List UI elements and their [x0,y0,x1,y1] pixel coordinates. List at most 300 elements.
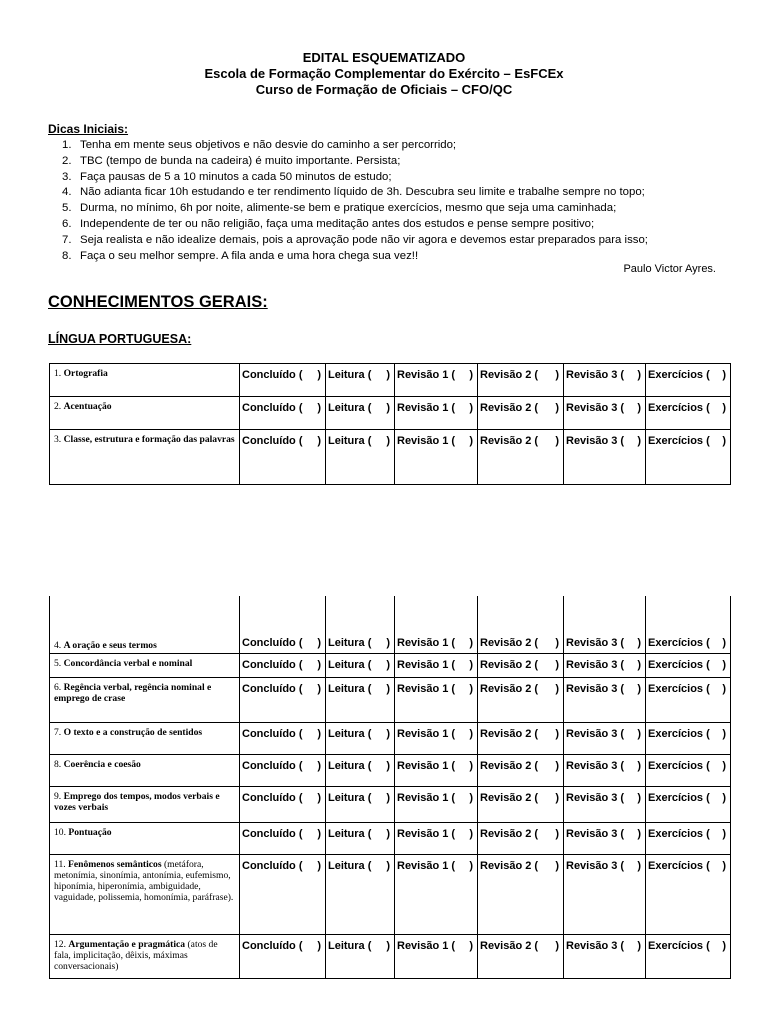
status-checkbox-cell[interactable] [478,397,564,430]
status-close-paren: ) [637,636,641,649]
status-label: Concluído ( [242,791,303,804]
status-close-paren: ) [386,827,390,840]
topic-number: 2. [54,401,64,412]
status-label: Leitura ( [328,369,372,381]
status-checkbox-cell[interactable] [478,854,564,934]
status-checkbox-cell[interactable] [395,934,478,978]
status-close-paren: ) [555,636,559,649]
status-close-paren: ) [722,939,726,952]
status-label: Revisão 3 ( [566,369,625,381]
status-label: Leitura ( [328,759,372,772]
status-checkbox-cell[interactable] [240,397,326,430]
status-checkbox-cell[interactable] [564,397,646,430]
status-close-paren: ) [555,369,559,381]
status-close-paren: ) [317,727,321,740]
status-checkbox-cell[interactable] [240,822,326,854]
tip-number: 8. [62,249,72,262]
status-label: Revisão 2 ( [480,791,539,804]
status-label: Revisão 3 ( [566,859,625,872]
tip-item [62,170,648,186]
status-checkbox-cell[interactable] [478,934,564,978]
topic-row [50,754,731,786]
status-checkbox-cell[interactable] [326,430,395,485]
status-checkbox-cell[interactable] [395,430,478,485]
status-close-paren: ) [386,939,390,952]
status-checkbox-cell[interactable] [646,677,731,722]
tip-item [62,154,648,170]
tip-text: Tenha em mente seus objetivos e não desvie do caminho a ser percorrido; [80,139,457,151]
status-checkbox-cell[interactable] [564,596,646,653]
status-label: Concluído ( [242,402,303,414]
status-label: Revisão 2 ( [480,727,539,740]
status-label: Revisão 2 ( [480,636,539,649]
topic-cell [50,722,240,754]
status-checkbox-cell[interactable] [478,677,564,722]
status-label: Leitura ( [328,636,372,649]
status-close-paren: ) [722,636,726,649]
status-label: Revisão 3 ( [566,682,625,695]
status-label: Revisão 2 ( [480,759,539,772]
status-checkbox-cell[interactable] [478,653,564,677]
status-label: Concluído ( [242,939,303,952]
tip-text: Faça o seu melhor sempre. A fila anda e uma hora chega sua vez!! [80,249,419,262]
status-label: Concluído ( [242,859,303,872]
status-checkbox-cell[interactable] [646,397,731,430]
status-label: Concluído ( [242,369,303,381]
topic-title: O texto e a construção de sentidos [63,726,203,738]
status-checkbox-cell[interactable] [478,754,564,786]
status-close-paren: ) [637,658,641,671]
status-label: Revisão 3 ( [566,636,625,649]
topic-row [50,653,731,677]
status-label: Revisão 2 ( [480,658,539,671]
status-close-paren: ) [386,859,390,872]
status-checkbox-cell[interactable] [478,722,564,754]
status-label: Exercícios ( [648,727,710,740]
status-label: Revisão 2 ( [480,939,539,952]
tip-item [62,201,648,217]
status-label: Revisão 1 ( [397,827,456,840]
status-close-paren: ) [469,435,473,447]
status-checkbox-cell[interactable] [395,754,478,786]
status-close-paren: ) [637,435,641,447]
status-checkbox-cell[interactable] [395,677,478,722]
document-header [0,50,768,98]
status-checkbox-cell[interactable] [326,754,395,786]
section-title: CONHECIMENTOS GERAIS: [48,293,268,311]
status-checkbox-cell[interactable] [395,786,478,822]
status-close-paren: ) [317,369,321,381]
status-close-paren: ) [722,759,726,772]
topic-cell [50,934,240,978]
status-checkbox-cell[interactable] [240,596,326,653]
status-close-paren: ) [469,939,473,952]
status-close-paren: ) [469,658,473,671]
topic-title: Regência verbal, regência nominal e emprego de crase [54,681,212,704]
status-close-paren: ) [637,682,641,695]
study-table-page1 [49,363,731,485]
status-label: Exercícios ( [648,759,710,772]
status-close-paren: ) [469,759,473,772]
status-close-paren: ) [555,791,559,804]
status-close-paren: ) [555,859,559,872]
status-checkbox-cell[interactable] [646,722,731,754]
status-close-paren: ) [722,435,726,447]
topic-cell [50,653,240,677]
status-label: Revisão 3 ( [566,402,625,414]
status-label: Leitura ( [328,859,372,872]
status-close-paren: ) [555,939,559,952]
status-checkbox-cell[interactable] [478,430,564,485]
status-checkbox-cell[interactable] [240,677,326,722]
tip-item [62,138,648,154]
status-label: Concluído ( [242,759,303,772]
status-label: Revisão 1 ( [397,791,456,804]
topic-title: Ortografia [63,368,108,379]
status-checkbox-cell[interactable] [395,596,478,653]
status-label: Revisão 3 ( [566,435,625,447]
status-label: Leitura ( [328,791,372,804]
topic-number: 10. [54,826,69,838]
status-checkbox-cell[interactable] [326,677,395,722]
tip-text: Não adianta ficar 10h estudando e ter rendimento líquido de 3h. Descubra seu limite e trabalhe sempre no topo; [80,186,645,199]
status-label: Revisão 3 ( [566,791,625,804]
status-close-paren: ) [555,402,559,414]
status-checkbox-cell[interactable] [646,754,731,786]
status-close-paren: ) [637,939,641,952]
status-checkbox-cell[interactable] [478,596,564,653]
tip-number: 2. [62,154,72,167]
topic-title: Classe, estrutura e formação das palavras [63,434,235,445]
subject-title: LÍNGUA PORTUGUESA: [48,332,192,346]
tip-number: 1. [62,139,72,151]
topic-cell [50,397,240,430]
status-close-paren: ) [386,727,390,740]
topic-row [50,722,731,754]
status-checkbox-cell[interactable] [240,722,326,754]
tip-number: 4. [62,186,72,199]
topic-number: 5. [54,657,64,669]
status-checkbox-cell[interactable] [240,364,326,397]
status-checkbox-cell[interactable] [240,854,326,934]
topic-cell [50,786,240,822]
status-label: Revisão 1 ( [397,727,456,740]
topic-cell [50,364,240,397]
status-checkbox-cell[interactable] [564,722,646,754]
status-close-paren: ) [469,682,473,695]
topic-number: 12. [54,938,69,950]
topic-number: 9. [54,790,64,802]
status-label: Revisão 1 ( [397,636,456,649]
status-close-paren: ) [469,791,473,804]
status-label: Leitura ( [328,682,372,695]
status-label: Revisão 1 ( [397,369,456,381]
status-checkbox-cell[interactable] [326,822,395,854]
status-close-paren: ) [722,859,726,872]
tip-text: TBC (tempo de bunda na cadeira) é muito importante. Persista; [80,154,401,167]
status-close-paren: ) [722,727,726,740]
status-checkbox-cell[interactable] [326,364,395,397]
topic-cell [50,430,240,485]
status-label: Leitura ( [328,402,372,414]
status-label: Revisão 1 ( [397,682,456,695]
topic-cell [50,822,240,854]
status-close-paren: ) [317,435,321,447]
topic-number: 3. [54,434,64,445]
status-label: Exercícios ( [648,827,710,840]
status-close-paren: ) [469,636,473,649]
status-checkbox-cell[interactable] [646,653,731,677]
status-close-paren: ) [637,859,641,872]
status-checkbox-cell[interactable] [395,722,478,754]
status-close-paren: ) [469,727,473,740]
topic-row [50,596,731,653]
study-table-page2 [49,596,731,979]
status-label: Revisão 2 ( [480,435,539,447]
topic-detail: (atos de fala, implicitação, dêixis, máximas conversacionais) [54,938,218,972]
status-checkbox-cell[interactable] [478,822,564,854]
status-label: Revisão 1 ( [397,658,456,671]
topic-row [50,397,731,430]
status-label: Exercícios ( [648,682,710,695]
status-close-paren: ) [722,658,726,671]
status-close-paren: ) [386,658,390,671]
status-label: Revisão 2 ( [480,369,539,381]
status-close-paren: ) [469,859,473,872]
status-label: Revisão 1 ( [397,859,456,872]
status-checkbox-cell[interactable] [240,430,326,485]
status-close-paren: ) [317,939,321,952]
status-label: Concluído ( [242,435,303,447]
status-label: Revisão 2 ( [480,859,539,872]
status-label: Revisão 2 ( [480,827,539,840]
status-close-paren: ) [722,827,726,840]
tip-item [62,249,648,265]
topic-cell [50,754,240,786]
topic-number: 1. [54,368,64,379]
header-title: EDITAL ESQUEMATIZADO [302,50,466,65]
status-checkbox-cell[interactable] [564,754,646,786]
status-label: Revisão 2 ( [480,682,539,695]
status-checkbox-cell[interactable] [478,786,564,822]
topic-row [50,786,731,822]
status-label: Concluído ( [242,682,303,695]
status-close-paren: ) [637,369,641,381]
status-close-paren: ) [555,682,559,695]
status-checkbox-cell[interactable] [326,786,395,822]
status-close-paren: ) [386,636,390,649]
tip-number: 5. [62,202,72,215]
tip-item [62,185,648,201]
status-checkbox-cell[interactable] [240,754,326,786]
status-label: Revisão 3 ( [566,727,625,740]
status-label: Concluído ( [242,727,303,740]
status-close-paren: ) [722,402,726,414]
status-checkbox-cell[interactable] [564,934,646,978]
status-checkbox-cell[interactable] [564,364,646,397]
status-checkbox-cell[interactable] [646,430,731,485]
status-label: Exercícios ( [648,636,710,649]
tip-text: Faça pausas de 5 a 10 minutos a cada 50 minutos de estudo; [80,170,392,183]
status-close-paren: ) [317,658,321,671]
status-checkbox-cell[interactable] [240,653,326,677]
topic-title: Emprego dos tempos, modos verbais e vozes verbais [54,790,220,813]
status-checkbox-cell[interactable] [646,934,731,978]
status-checkbox-cell[interactable] [564,677,646,722]
status-label: Leitura ( [328,939,372,952]
status-checkbox-cell[interactable] [240,934,326,978]
author-signature: Paulo Victor Ayres. [623,263,716,275]
topic-number: 6. [54,681,64,693]
status-checkbox-cell[interactable] [478,364,564,397]
tip-text: Independente de ter ou não religião, faça uma meditação antes dos estudos e pense sempre positivo; [80,217,595,230]
status-checkbox-cell[interactable] [564,653,646,677]
status-close-paren: ) [386,759,390,772]
status-label: Concluído ( [242,658,303,671]
topic-cell [50,596,240,653]
status-label: Exercícios ( [648,859,710,872]
status-close-paren: ) [469,402,473,414]
status-label: Revisão 3 ( [566,827,625,840]
status-label: Revisão 3 ( [566,939,625,952]
status-close-paren: ) [469,369,473,381]
status-label: Concluído ( [242,827,303,840]
status-close-paren: ) [469,827,473,840]
tip-number: 6. [62,217,72,230]
topic-title: Fenômenos semânticos [68,858,162,870]
status-checkbox-cell[interactable] [564,854,646,934]
status-checkbox-cell[interactable] [646,786,731,822]
status-close-paren: ) [722,369,726,381]
status-checkbox-cell[interactable] [326,653,395,677]
status-close-paren: ) [317,827,321,840]
topic-row [50,364,731,397]
status-label: Revisão 2 ( [480,402,539,414]
topic-title: A oração e seus termos [63,639,157,651]
status-close-paren: ) [317,682,321,695]
tip-number: 7. [62,233,72,246]
status-close-paren: ) [637,759,641,772]
status-checkbox-cell[interactable] [395,822,478,854]
status-checkbox-cell[interactable] [240,786,326,822]
status-checkbox-cell[interactable] [564,786,646,822]
status-checkbox-cell[interactable] [564,822,646,854]
status-close-paren: ) [317,402,321,414]
status-label: Exercícios ( [648,791,710,804]
status-checkbox-cell[interactable] [326,854,395,934]
status-label: Exercícios ( [648,369,710,381]
status-label: Leitura ( [328,827,372,840]
topic-title: Pontuação [68,826,112,838]
status-close-paren: ) [555,827,559,840]
topic-number: 7. [54,726,64,738]
tip-item [62,217,648,233]
tip-text: Durma, no mínimo, 6h por noite, alimente-se bem e pratique exercícios, mesmo que seja uma caminhada; [80,202,617,215]
header-course: Curso de Formação de Oficiais – CFO/QC [255,82,513,97]
topic-title: Acentuação [63,401,112,412]
status-checkbox-cell[interactable] [326,934,395,978]
header-school: Escola de Formação Complementar do Exército – EsFCEx [204,66,564,81]
status-close-paren: ) [722,791,726,804]
status-checkbox-cell[interactable] [646,822,731,854]
status-checkbox-cell[interactable] [646,854,731,934]
status-close-paren: ) [317,791,321,804]
status-close-paren: ) [386,435,390,447]
status-close-paren: ) [637,402,641,414]
topic-number: 4. [54,639,64,651]
topic-row [50,677,731,722]
status-close-paren: ) [637,791,641,804]
status-close-paren: ) [386,791,390,804]
status-checkbox-cell[interactable] [326,722,395,754]
tip-text: Seja realista e não idealize demais, pois a aprovação pode não vir agora e devemos estar preparados para isso; [80,233,648,246]
status-label: Revisão 1 ( [397,402,456,414]
topic-row [50,430,731,485]
tip-item [62,233,648,249]
status-close-paren: ) [555,727,559,740]
tips-list [62,138,648,264]
topic-title: Concordância verbal e nominal [63,657,193,669]
status-label: Revisão 1 ( [397,939,456,952]
status-checkbox-cell[interactable] [395,364,478,397]
status-checkbox-cell[interactable] [646,364,731,397]
topic-row [50,822,731,854]
status-label: Revisão 1 ( [397,759,456,772]
status-close-paren: ) [317,636,321,649]
topic-cell [50,854,240,934]
status-label: Revisão 3 ( [566,759,625,772]
status-checkbox-cell[interactable] [395,854,478,934]
status-label: Exercícios ( [648,658,710,671]
status-close-paren: ) [317,859,321,872]
topic-row [50,854,731,934]
status-close-paren: ) [386,682,390,695]
status-close-paren: ) [637,727,641,740]
topic-number: 11. [54,858,69,870]
topic-number: 8. [54,758,64,770]
topic-detail: (metáfora, metonímia, sinonímia, antonímia, eufemismo, hiponímia, hiperonímia, ambiguidade, vaguidade, polissemia, homonímia, paráfrase). [54,858,234,903]
status-checkbox-cell[interactable] [395,653,478,677]
tips-heading: Dicas Iniciais: [48,122,129,136]
status-label: Exercícios ( [648,939,710,952]
status-checkbox-cell[interactable] [326,596,395,653]
status-checkbox-cell[interactable] [395,397,478,430]
status-close-paren: ) [386,402,390,414]
status-close-paren: ) [317,759,321,772]
topic-title: Coerência e coesão [63,758,141,770]
status-close-paren: ) [637,827,641,840]
status-label: Revisão 1 ( [397,435,456,447]
status-close-paren: ) [722,682,726,695]
status-label: Concluído ( [242,636,303,649]
status-label: Exercícios ( [648,402,710,414]
status-checkbox-cell[interactable] [646,596,731,653]
tip-number: 3. [62,170,72,183]
status-label: Leitura ( [328,435,372,447]
status-checkbox-cell[interactable] [326,397,395,430]
status-close-paren: ) [555,658,559,671]
status-close-paren: ) [386,369,390,381]
topic-title: Argumentação e pragmática [68,938,186,950]
status-close-paren: ) [555,759,559,772]
topic-row [50,934,731,978]
status-label: Revisão 3 ( [566,658,625,671]
status-label: Exercícios ( [648,435,710,447]
status-label: Leitura ( [328,727,372,740]
status-checkbox-cell[interactable] [564,430,646,485]
topic-cell [50,677,240,722]
status-label: Leitura ( [328,658,372,671]
